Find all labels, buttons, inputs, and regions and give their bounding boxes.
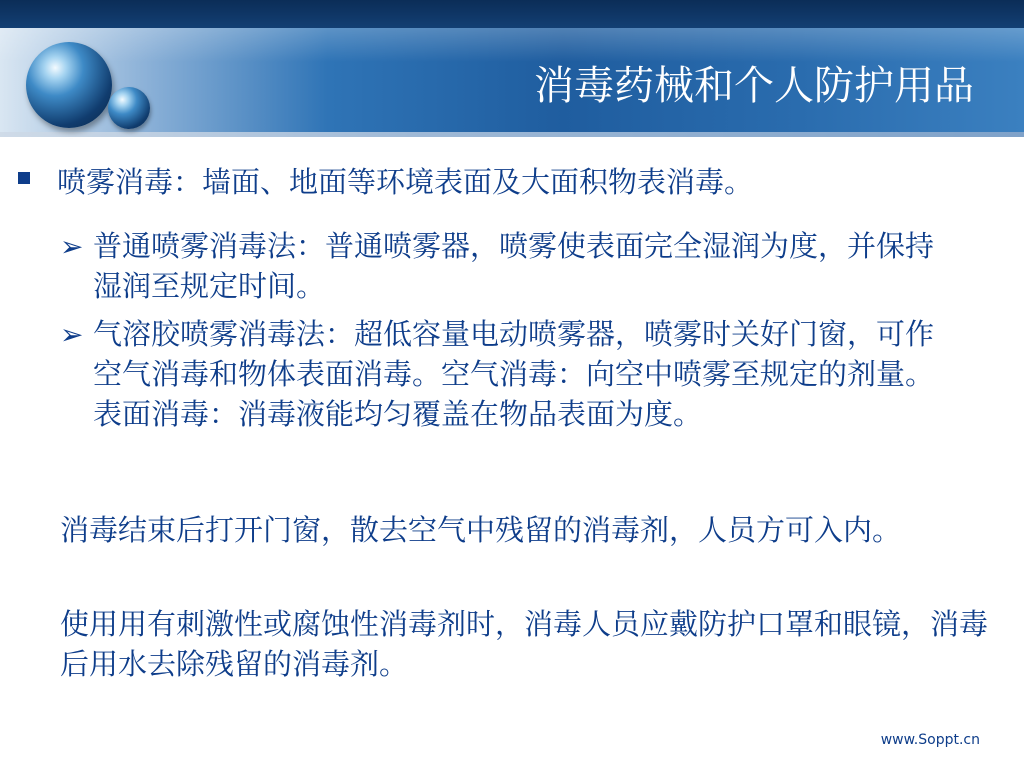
sub-item-ordinary-spray — [60, 226, 960, 308]
bullet-item — [18, 162, 1018, 206]
bullet-text: 喷雾消毒：墙面、地面等环境表面及大面积物表消毒。 — [57, 165, 754, 199]
arrow-bullet-icon: ➢ — [60, 318, 84, 351]
slide-title: 消毒药械和个人防护用品 — [534, 63, 974, 109]
paragraph-protection: 使用用有刺激性或腐蚀性消毒剂时，消毒人员应戴防护口罩和眼镜，消毒后用水去除残留的消毒剂。 — [60, 607, 989, 681]
decorative-sphere-small — [108, 87, 150, 129]
paragraph-ventilation: 消毒结束后打开门窗，散去空气中残留的消毒剂，人员方可入内。 — [60, 513, 902, 547]
header-divider — [0, 132, 1024, 137]
decorative-sphere-large — [26, 42, 112, 128]
sub-item-text: 气溶胶喷雾消毒法：超低容量电动喷雾器，喷雾时关好门窗，可作空气消毒和物体表面消毒。空气消毒：向空中喷雾至规定的剂量。表面消毒：消毒液能均匀覆盖在物品表面为度。 — [93, 317, 935, 431]
sub-item-text: 普通喷雾消毒法：普通喷雾器，喷雾使表面完全湿润为度，并保持湿润至规定时间。 — [93, 229, 935, 303]
sub-item-aerosol-spray — [60, 314, 960, 478]
square-bullet-icon — [18, 172, 30, 184]
top-strip — [0, 0, 1024, 28]
footer-url-link[interactable]: www.Soppt.cn — [880, 732, 980, 748]
arrow-bullet-icon: ➢ — [60, 230, 84, 263]
